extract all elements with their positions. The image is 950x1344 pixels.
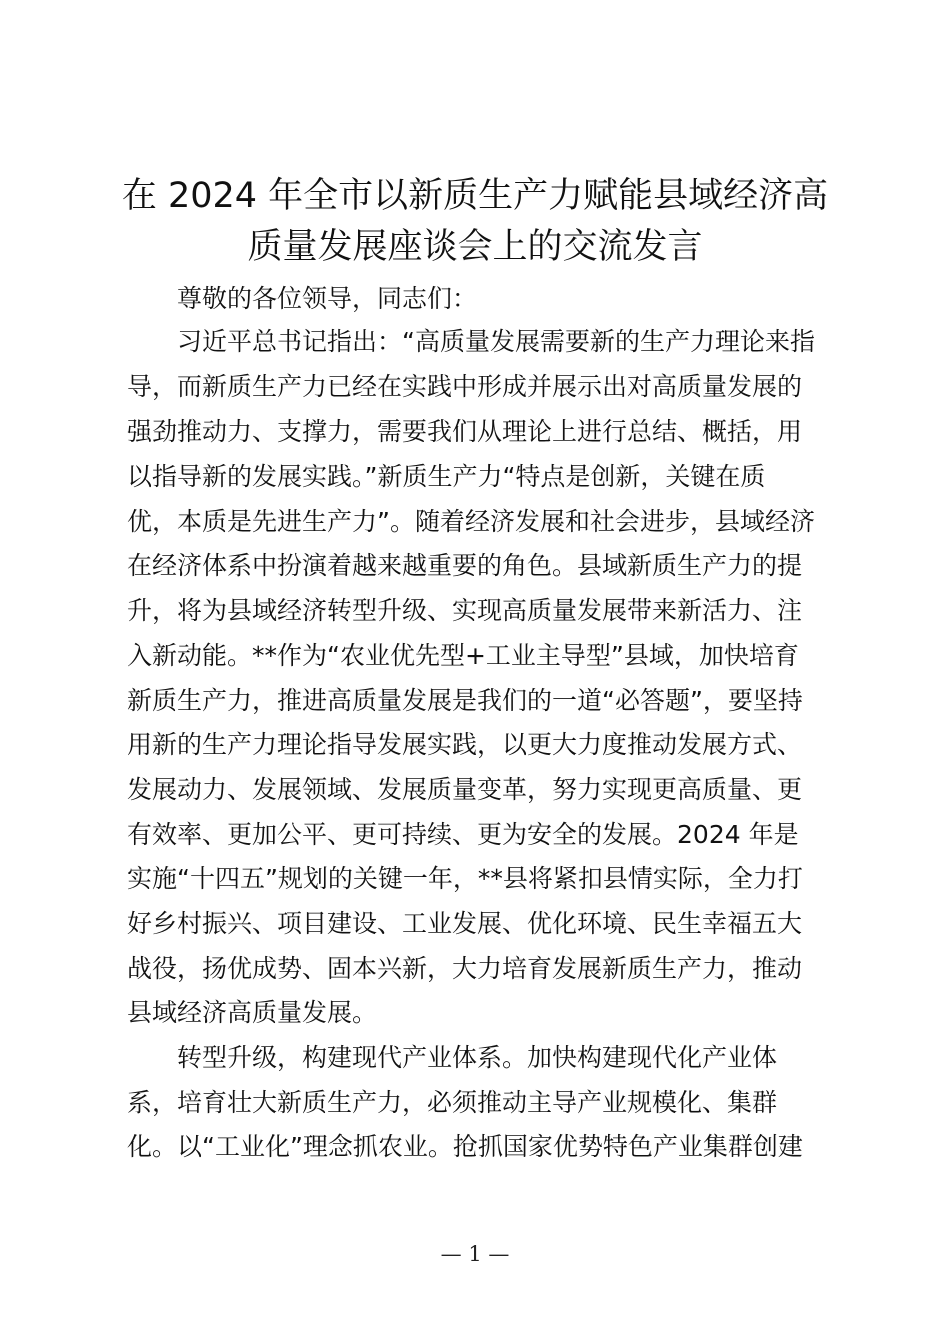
paragraph-line: 新质生产力，推进高质量发展是我们的一道“必答题”，要坚持 — [127, 686, 803, 715]
paragraph-line: 入新动能。**作为“农业优先型+工业主导型”县域，加快培育 — [127, 641, 799, 670]
paragraph-line: 战役，扬优成势、固本兴新，大力培育发展新质生产力，推动 — [127, 954, 803, 983]
paragraph-line: 有效率、更加公平、更可持续、更为安全的发展。2024 年是 — [127, 820, 799, 849]
paragraph-line: 习近平总书记指出：“高质量发展需要新的生产力理论来指 — [177, 327, 815, 356]
paragraph-line: 化。以“工业化”理念抓农业。抢抓国家优势特色产业集群创建 — [127, 1132, 803, 1161]
paragraph-line: 以指导新的发展实践。”新质生产力“特点是创新，关键在质 — [127, 462, 766, 491]
paragraph-line: 导，而新质生产力已经在实践中形成并展示出对高质量发展的 — [127, 372, 803, 401]
paragraph-line: 用新的生产力理论指导发展实践，以更大力度推动发展方式、 — [127, 730, 803, 759]
paragraph-line: 实施“十四五”规划的关键一年，**县将紧扣县情实际，全力打 — [127, 864, 803, 893]
greeting: 尊敬的各位领导，同志们： — [177, 284, 478, 313]
paragraph-line: 发展动力、发展领域、发展质量变革，努力实现更高质量、更 — [127, 775, 803, 804]
document-title-line-1: 在 2024 年全市以新质生产力赋能县域经济高 — [121, 176, 829, 216]
paragraph-line: 系，培育壮大新质生产力，必须推动主导产业规模化、集群 — [127, 1088, 778, 1117]
paragraph-line: 在经济体系中扮演着越来越重要的角色。县域新质生产力的提 — [127, 551, 803, 580]
paragraph-line: 好乡村振兴、项目建设、工业发展、优化环境、民生幸福五大 — [127, 909, 803, 938]
paragraph-line: 转型升级，构建现代产业体系。加快构建现代化产业体 — [177, 1043, 778, 1072]
paragraph-line: 升，将为县域经济转型升级、实现高质量发展带来新活力、注 — [127, 596, 803, 625]
paragraph-line: 强劲推动力、支撑力，需要我们从理论上进行总结、概括，用 — [127, 417, 803, 446]
document-title-line-2: 质量发展座谈会上的交流发言 — [247, 227, 703, 267]
page-number: — 1 — — [440, 1242, 510, 1266]
paragraph-line: 优，本质是先进生产力”。随着经济发展和社会进步，县域经济 — [127, 507, 815, 536]
paragraph-line: 县域经济高质量发展。 — [127, 998, 378, 1027]
